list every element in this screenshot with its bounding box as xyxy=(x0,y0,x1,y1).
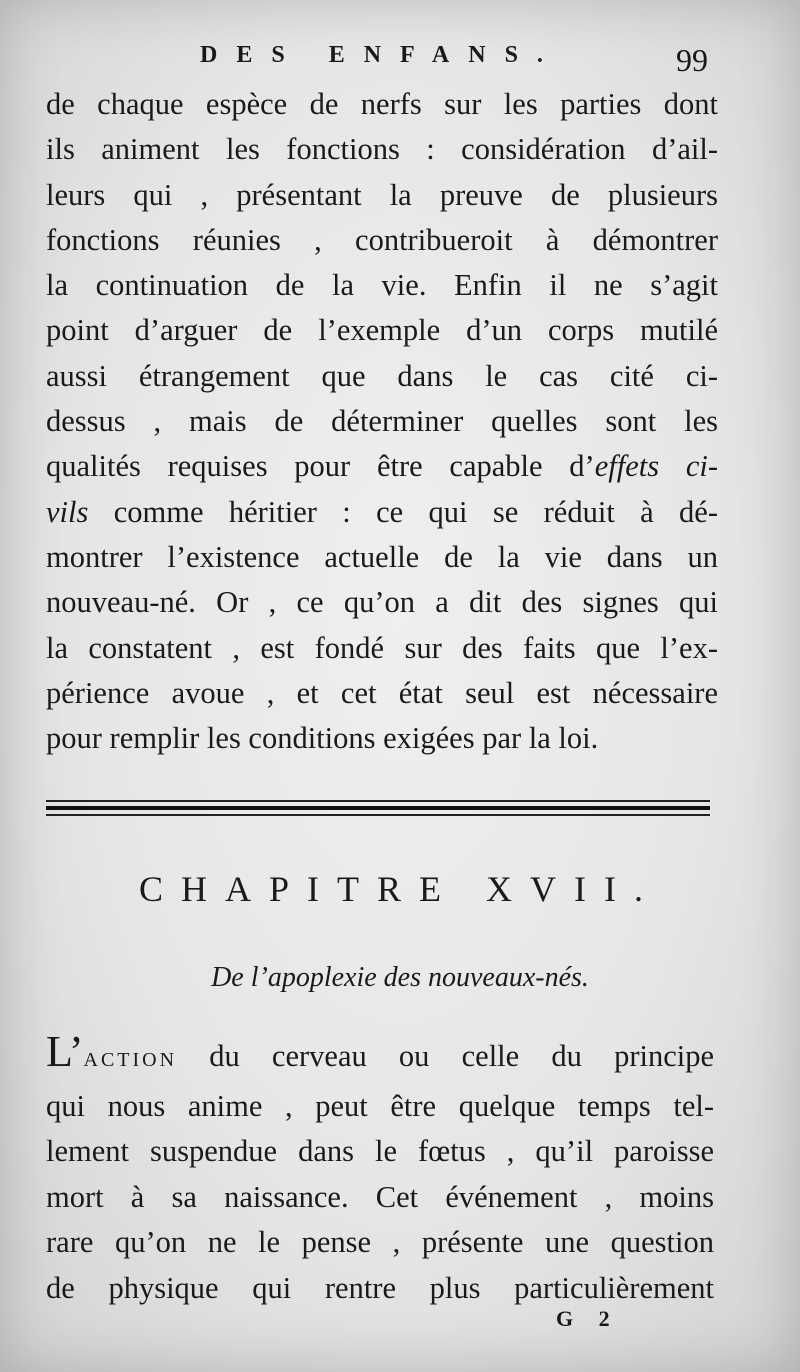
dropcap: L’ xyxy=(46,1034,84,1076)
text-line: la constatent , est fondé sur des faits que l’ex- xyxy=(46,630,718,665)
chapter-subtitle: De l’apoplexie des nouveaux-nés. xyxy=(211,962,589,993)
text-line: mort à sa naissance. Cet événement , moins xyxy=(46,1179,714,1214)
text-line: qui nous anime , peut être quelque temps tel- xyxy=(46,1088,714,1123)
divider-rule xyxy=(46,814,710,816)
italic-run: vils xyxy=(46,494,89,529)
chapter-divider xyxy=(46,800,710,820)
divider-rule xyxy=(46,800,710,802)
text-line: ils animent les fonctions : considération d’ail- xyxy=(46,132,718,167)
text-run: qualités requises pour être capable d’ xyxy=(46,449,595,484)
text-line xyxy=(46,490,718,535)
text-line: aussi étrangement que dans le cas cité ci- xyxy=(46,358,718,393)
text-run: du cerveau ou celle du principe xyxy=(177,1039,714,1073)
text-line: la continuation de la vie. Enfin il ne s’agit xyxy=(46,268,718,303)
text-line: nouveau-né. Or , ce qu’on a dit des signes qui xyxy=(46,585,718,620)
running-head: DES ENFANS. xyxy=(200,42,562,68)
text-line xyxy=(46,444,718,489)
signature-mark: G 2 xyxy=(556,1306,620,1331)
body-text xyxy=(46,82,718,761)
text-run: comme héritier : ce qui se réduit à dé- xyxy=(88,494,718,529)
divider-rule xyxy=(46,806,710,810)
text-line: de physique qui rentre plus particulièrement xyxy=(46,1270,714,1305)
text-line xyxy=(46,1034,714,1084)
chapter-body xyxy=(46,1034,714,1311)
text-line: point d’arguer de l’exemple d’un corps mutilé xyxy=(46,313,718,348)
text-line: lement suspendue dans le fœtus , qu’il paroisse xyxy=(46,1134,714,1168)
text-line: de chaque espèce de nerfs sur les parties dont xyxy=(46,87,718,121)
smallcaps-word: ACTION xyxy=(83,1049,178,1071)
text-line: montrer l’existence actuelle de la vie dans un xyxy=(46,539,718,574)
text-line: pour remplir les conditions exigées par la loi. xyxy=(46,721,599,756)
text-line: dessus , mais de déterminer quelles sont les xyxy=(46,404,718,439)
chapter-title: CHAPITRE XVII. xyxy=(139,869,661,909)
text-line: rare qu’on ne le pense , présente une question xyxy=(46,1225,714,1259)
italic-run: effets ci- xyxy=(594,449,718,484)
text-line: leurs qui , présentant la preuve de plusieurs xyxy=(46,177,718,212)
text-line: périence avoue , et cet état seul est nécessaire xyxy=(46,675,718,710)
page-number: 99 xyxy=(676,42,708,78)
text-line: fonctions réunies , contribueroit à démontrer xyxy=(46,222,718,257)
page-header xyxy=(0,30,800,90)
